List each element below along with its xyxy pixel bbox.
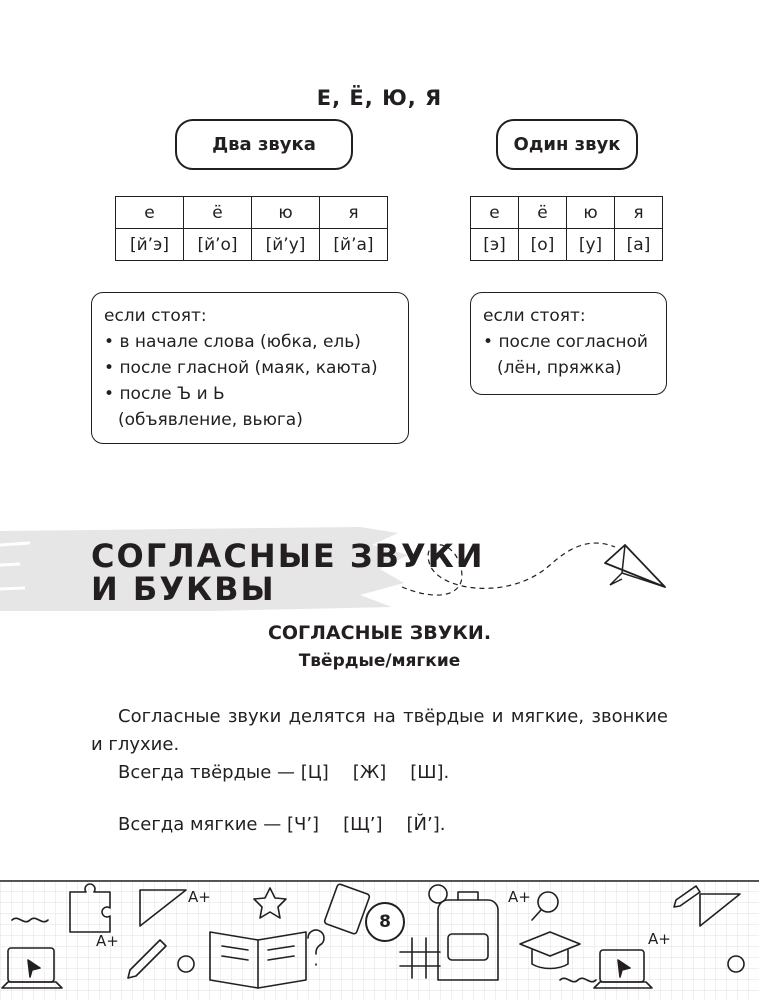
footer-doodle-text: A+ bbox=[96, 932, 119, 950]
rules-intro: если стоят: bbox=[483, 306, 586, 326]
one-sound-table bbox=[470, 196, 663, 261]
table-row bbox=[471, 197, 663, 229]
letter-cell: я bbox=[320, 197, 388, 229]
table-row bbox=[116, 197, 388, 229]
one-sound-label: Один звук bbox=[496, 119, 638, 170]
sound: [Й’]. bbox=[406, 814, 446, 835]
letter-cell: ё bbox=[519, 197, 567, 229]
list-item: • в начале слова (юбка, ель) bbox=[104, 332, 361, 352]
section-title-line1: СОГЛАСНЫЕ ЗВУКИ bbox=[91, 537, 485, 575]
sound-cell: [й’э] bbox=[116, 229, 184, 261]
footer-doodle-text: A+ bbox=[648, 930, 671, 948]
sound-cell: [й’а] bbox=[320, 229, 388, 261]
subsection-title: СОГЛАСНЫЕ ЗВУКИ. bbox=[267, 622, 492, 644]
letter-cell: е bbox=[116, 197, 184, 229]
list-item: • после Ъ и Ь (объявление, вьюга) bbox=[104, 384, 303, 430]
rules-intro: если стоят: bbox=[104, 306, 207, 326]
paper-plane-icon bbox=[400, 525, 670, 605]
sound-cell: [у] bbox=[567, 229, 615, 261]
section-title-line2: И БУКВЫ bbox=[91, 570, 276, 608]
two-sounds-label: Два звука bbox=[175, 119, 353, 170]
letter-cell: ё bbox=[184, 197, 252, 229]
list-item: • после согласной (лён, пряжка) bbox=[483, 332, 648, 378]
sound: [Ч’] bbox=[286, 814, 320, 835]
letter-cell: я bbox=[615, 197, 663, 229]
one-sound-rules bbox=[470, 292, 667, 395]
soft-consonants-line: Всегда мягкие — [Ч’] [Щ’] [Й’]. bbox=[118, 814, 446, 835]
sound-cell: [а] bbox=[615, 229, 663, 261]
sound: [Щ’] bbox=[343, 814, 383, 835]
table-row bbox=[471, 229, 663, 261]
sound: [Ц] bbox=[300, 762, 329, 783]
subsection-subtitle: Твёрдые/мягкие bbox=[298, 651, 461, 671]
letter-cell: е bbox=[471, 197, 519, 229]
sound-cell: [й’у] bbox=[252, 229, 320, 261]
body-paragraph: Согласные звуки делятся на твёрдые и мягкие, звонкие и глухие. bbox=[91, 706, 668, 755]
sound-cell: [э] bbox=[471, 229, 519, 261]
table-row bbox=[116, 229, 388, 261]
sound-cell: [о] bbox=[519, 229, 567, 261]
sound-cell: [й’о] bbox=[184, 229, 252, 261]
page-number: 8 bbox=[365, 902, 405, 942]
hard-consonants-line: Всегда твёрдые — [Ц] [Ж] [Ш]. bbox=[118, 762, 450, 783]
footer-doodle-text: A+ bbox=[508, 888, 531, 906]
two-sounds-rules bbox=[91, 292, 409, 444]
letter-cell: ю bbox=[567, 197, 615, 229]
letter-cell: ю bbox=[252, 197, 320, 229]
list-item: • после гласной (маяк, каюта) bbox=[104, 358, 378, 378]
sound: [Ш]. bbox=[410, 762, 450, 783]
sound: [Ж] bbox=[352, 762, 387, 783]
footer-doodle-text: A+ bbox=[188, 888, 211, 906]
vowels-title: Е, Ё, Ю, Я bbox=[316, 86, 443, 110]
two-sounds-table bbox=[115, 196, 388, 261]
